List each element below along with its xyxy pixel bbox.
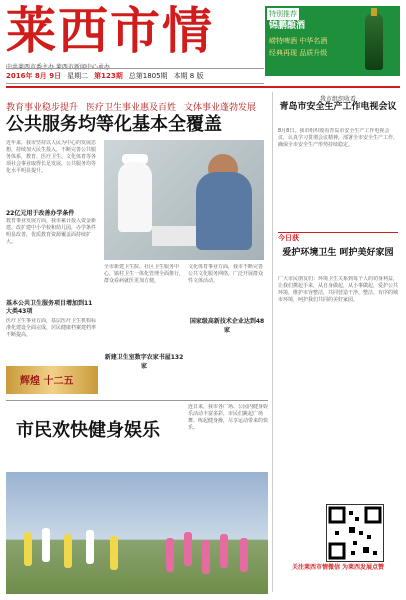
subhead-3: 文体事业蓬勃发展 bbox=[184, 103, 257, 113]
sidebar-body-1: 8月8日，我市组织收看青岛市安全生产工作电视会议，认真学习贯彻会议精神，部署全市安全生产工作，确保全市安全生产形势持续稳定。 bbox=[278, 128, 398, 148]
dancer-figure bbox=[86, 530, 94, 564]
beer-bottle-icon bbox=[365, 14, 383, 70]
issue-number: 第123期 bbox=[94, 72, 123, 80]
dancer-figure bbox=[184, 532, 192, 566]
right-column-body: 文化体育事业方面，我市不断完善公共文化服务网络，广泛开展群众性文体活动。 bbox=[188, 264, 264, 284]
dancer-figure bbox=[202, 540, 210, 574]
lead-body: 近年来，我市坚持以人民为中心的发展思想，持续加大民生投入，不断完善公共服务体系，教育、医疗卫生、文化体育等各项社会事业取得长足发展，公共服务均等化水平明显提升。 bbox=[6, 140, 97, 174]
fitness-photo[interactable] bbox=[6, 472, 268, 594]
subhead-1: 教育事业稳步提升 bbox=[6, 103, 79, 113]
ad-brand: 锦鹏酿酒 bbox=[269, 21, 306, 31]
ad-tag: 特别推荐 bbox=[269, 10, 297, 18]
lead-subheads bbox=[6, 100, 266, 113]
advertisement[interactable] bbox=[265, 6, 400, 76]
lower-body: 连日来，我市各广场、公园内健身娱乐活动丰富多彩，市民们跳起广场舞、练起健身操，尽享运动带来的快乐。 bbox=[188, 404, 268, 431]
dancer-figure bbox=[220, 534, 228, 568]
lead-photo[interactable] bbox=[104, 140, 264, 260]
sidebar-headline-1[interactable]: 青岛市安全生产工作电视会议 bbox=[279, 102, 397, 112]
patient-figure bbox=[196, 172, 252, 250]
banner-text: 辉煌 十二五 bbox=[20, 376, 74, 387]
health-body: 医疗卫生事业方面，基层医疗卫生机构标准化建设全面完成，居民健康档案建档率不断提高。 bbox=[6, 318, 97, 338]
sidebar-headline-2[interactable]: 爱护环境卫生 呵护美好家园 bbox=[282, 248, 394, 258]
ad-line-1: 崂特啤酒 中华名酒 bbox=[269, 37, 328, 45]
masthead-title: 莱西市情 bbox=[6, 1, 214, 60]
subhead-2: 医疗卫生事业惠及百姓 bbox=[86, 103, 177, 113]
education-subhead: 22亿元用于改善办学条件 bbox=[6, 210, 75, 217]
dancer-figure bbox=[110, 536, 118, 570]
nurse-figure bbox=[118, 162, 152, 232]
weekday: 星期二 bbox=[67, 72, 89, 80]
masthead-info: 中共莱西市委主办 莱西市新闻中心承办 bbox=[6, 64, 110, 71]
dancer-figure bbox=[166, 538, 174, 572]
qr-code-icon[interactable] bbox=[326, 504, 384, 562]
page-count: 本期 8 版 bbox=[173, 72, 204, 80]
masthead-divider bbox=[6, 86, 400, 88]
mid-column-head: 新建卫生室数字农家书屋132家 bbox=[104, 354, 184, 370]
lower-headline[interactable]: 市民欢快健身娱乐 bbox=[16, 420, 160, 441]
qr-caption: 关注莱西市情微信 为莱西发展点赞 bbox=[291, 564, 385, 571]
today-tag: 今日获 bbox=[278, 232, 398, 245]
date-bar bbox=[6, 68, 264, 84]
dancer-figure bbox=[240, 538, 248, 572]
mid-column-body: 全市新建卫生院、社区卫生服务中心，镇村卫生一体化管理全面推行，群众看病就医更加方便。 bbox=[104, 264, 184, 284]
sidebar-body-2: 广大市民朋友们：环境卫生关系到每个人的切身利益，让我们携起手来，从自身做起，从小事做起，爱护公共环境，维护市容整洁，共同营造干净、整洁、有序的城市环境，呵护我们共同的美好家园。 bbox=[278, 276, 398, 303]
right-column-head: 国家级高新技术企业达到48家 bbox=[189, 318, 265, 334]
lead-headline[interactable]: 公共服务均等化基本全覆盖 bbox=[6, 114, 222, 135]
ad-line-2: 经典再现 品质升级 bbox=[269, 49, 328, 57]
sidebar-kicker: 我市组织收看 bbox=[319, 96, 356, 103]
health-subhead: 基本公共卫生服务项目增加到11大类43项 bbox=[6, 300, 93, 315]
issue-date: 2016年 8月 9日 bbox=[6, 72, 62, 80]
dancer-figure bbox=[64, 534, 72, 568]
dancer-figure bbox=[42, 528, 50, 562]
lower-divider bbox=[6, 400, 268, 401]
dancer-figure bbox=[24, 532, 32, 566]
education-body: 教育事业发展方面，我市累计投入资金新建、改扩建中小学校和幼儿园，办学条件明显改善，优质教育资源覆盖面持续扩大。 bbox=[6, 218, 97, 245]
total-number: 总第1805期 bbox=[128, 72, 168, 80]
